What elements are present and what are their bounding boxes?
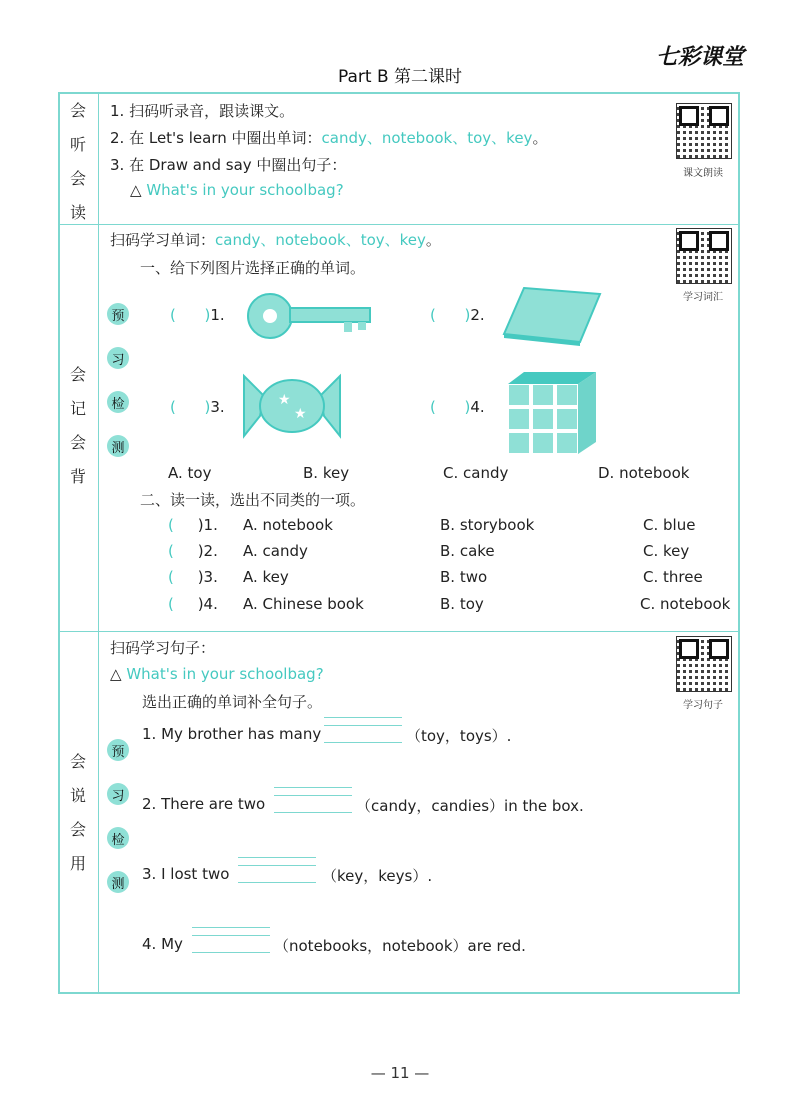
choice-a: A. key — [243, 568, 289, 586]
qr-caption: 学习句子 — [683, 700, 723, 711]
choice-c: C. three — [643, 568, 703, 586]
qr-code-icon[interactable] — [676, 636, 732, 692]
svg-text:★: ★ — [278, 392, 291, 408]
speak-intro: 扫码学习句子： — [110, 639, 216, 657]
badge-check: 检 — [107, 391, 129, 413]
choice-row[interactable]: ( )4. — [168, 595, 218, 613]
option-c: C. candy — [443, 464, 509, 482]
badge-study: 习 — [107, 347, 129, 369]
choice-a: A. Chinese book — [243, 595, 364, 613]
choice-row[interactable]: ( )2. — [168, 542, 218, 560]
choice-b: B. toy — [440, 595, 484, 613]
choice-c: C. key — [643, 542, 690, 560]
fill-sentence-1: 1. My brother has many — [142, 725, 322, 743]
fill-options-1: （toy，toys）. — [406, 727, 512, 745]
fill-blank-1[interactable] — [324, 725, 402, 743]
key-picture — [244, 288, 374, 344]
listen-line-1: 1. 扫码听录音，跟读课文。 — [110, 102, 295, 120]
choice-c: C. blue — [643, 516, 696, 534]
fill-options-4: （notebooks，notebook）are red. — [274, 937, 526, 955]
answer-blank-2[interactable]: ( )2. — [430, 306, 485, 324]
svg-text:★: ★ — [294, 406, 307, 422]
option-a: A. toy — [168, 464, 212, 482]
fill-options-3: （key，keys）. — [322, 867, 433, 885]
brand-logo: 七彩课堂 — [655, 45, 744, 70]
badge-preview: 预 — [107, 303, 129, 325]
section-label-speak: 会 说 会 用 — [69, 752, 86, 873]
row-divider — [58, 631, 740, 632]
section-label-listen: 会 听 会 读 — [69, 101, 86, 222]
choice-b: B. storybook — [440, 516, 535, 534]
speak-instruction: 选出正确的单词补全句子。 — [142, 693, 323, 711]
option-b: B. key — [303, 464, 350, 482]
row-divider — [58, 224, 740, 225]
notebook-picture — [500, 282, 604, 348]
choice-row[interactable]: ( )1. — [168, 516, 218, 534]
choice-b: B. cake — [440, 542, 495, 560]
fill-blank-2[interactable] — [274, 795, 352, 813]
fill-options-2: （candy，candies）in the box. — [356, 797, 584, 815]
badge-test: 测 — [107, 871, 129, 893]
listen-line-4: △ What's in your schoolbag? — [130, 181, 344, 199]
candy-picture — [240, 366, 344, 446]
memorize-intro: 扫码学习单词：candy、notebook、toy、key。 — [110, 231, 441, 249]
fill-sentence-2: 2. There are two — [142, 795, 266, 813]
badge-preview: 预 — [107, 739, 129, 761]
qr-caption: 学习词汇 — [683, 292, 723, 303]
page-number: — 11 — — [370, 1064, 430, 1082]
badge-test: 测 — [107, 435, 129, 457]
listen-line-2: 2. 在 Let's learn 中圈出单词：candy、notebook、toy、key。 — [110, 129, 548, 147]
option-d: D. notebook — [598, 464, 690, 482]
part1-title: 一、给下列图片选择正确的单词。 — [140, 259, 366, 277]
fill-sentence-3: 3. I lost two — [142, 865, 230, 883]
choice-c: C. notebook — [640, 595, 731, 613]
fill-sentence-4: 4. My — [142, 935, 183, 953]
worksheet-table — [58, 92, 740, 994]
fill-blank-3[interactable] — [238, 865, 316, 883]
badge-study: 习 — [107, 783, 129, 805]
choice-row[interactable]: ( )3. — [168, 568, 218, 586]
qr-code-icon[interactable] — [676, 228, 732, 284]
fill-blank-4[interactable] — [192, 935, 270, 953]
qr-caption: 课文朗读 — [683, 168, 723, 179]
qr-code-icon[interactable] — [676, 103, 732, 159]
cube-toy-picture — [504, 370, 600, 456]
listen-line-3: 3. 在 Draw and say 中圈出句子： — [110, 156, 347, 174]
answer-blank-1[interactable]: ( )1. — [170, 306, 225, 324]
column-divider — [98, 92, 99, 994]
choice-a: A. notebook — [243, 516, 333, 534]
answer-blank-3[interactable]: ( )3. — [170, 398, 225, 416]
part2-title: 二、读一读，选出不同类的一项。 — [140, 491, 366, 509]
badge-check: 检 — [107, 827, 129, 849]
key-sentence: △ What's in your schoolbag? — [110, 665, 324, 683]
choice-b: B. two — [440, 568, 488, 586]
choice-a: A. candy — [243, 542, 308, 560]
page-title: Part B 第二课时 — [337, 67, 463, 87]
section-label-memorize: 会 记 会 背 — [69, 365, 86, 486]
answer-blank-4[interactable]: ( )4. — [430, 398, 485, 416]
